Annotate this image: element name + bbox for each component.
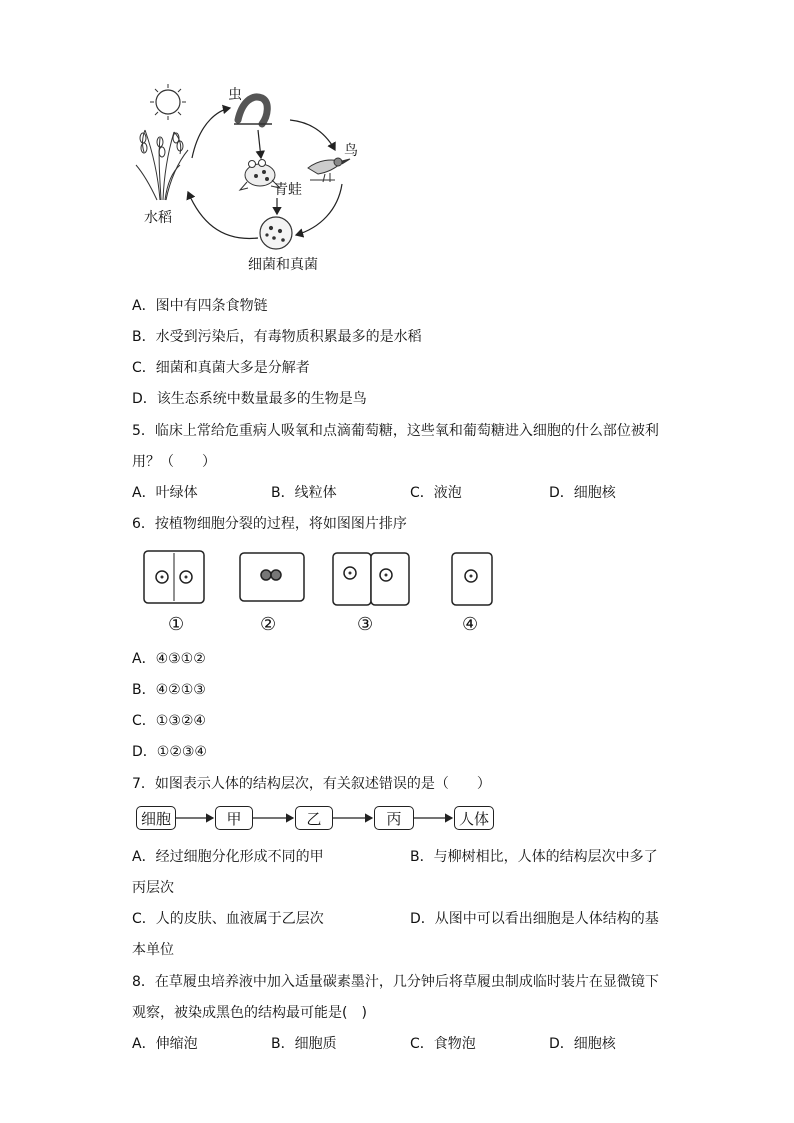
flow-box-yi: 乙 — [295, 806, 333, 830]
q6-option-b: B．④②①③ — [132, 682, 206, 698]
q6-option-d: D．①②③④ — [132, 744, 207, 760]
label-rice: 水稻 — [144, 210, 172, 226]
bird-icon — [308, 158, 350, 182]
q4-option-a: A．图中有四条食物链 — [132, 298, 268, 314]
q5-stem: 5．临床上常给危重病人吸氧和点滴葡萄糖，这些氧和葡萄糖进入细胞的什么部位被利 — [132, 423, 659, 439]
label-decomposer: 细菌和真菌 — [248, 257, 318, 273]
q7-option-b-cont: 丙层次 — [132, 880, 174, 896]
cell-label-3: ③ — [357, 614, 374, 635]
cell-label-2: ② — [260, 614, 277, 635]
q7-option-c: C．人的皮肤、血液属于乙层次 — [132, 911, 324, 927]
q5-option-a: A．叶绿体 — [132, 485, 198, 501]
flow-box-jia: 甲 — [215, 806, 253, 830]
cell-division-figure — [130, 545, 500, 611]
label-insect: 虫 — [228, 87, 242, 103]
q6-stem: 6．按植物细胞分裂的过程，将如图图片排序 — [132, 516, 407, 532]
q6-option-a: A．④③①② — [132, 651, 206, 667]
q5-option-b: B．线粒体 — [271, 485, 337, 501]
bacteria-fungi-icon — [260, 217, 292, 249]
q8-option-a: A．伸缩泡 — [132, 1036, 198, 1052]
q8-stem: 8．在草履虫培养液中加入适量碳素墨汁，几分钟后将草履虫制成临时装片在显微镜下 — [132, 974, 659, 990]
q6-option-c: C．①③②④ — [132, 713, 206, 729]
label-frog: 青蛙 — [274, 182, 302, 198]
cell-label-4: ④ — [462, 614, 479, 635]
rice-plant-icon — [136, 130, 188, 200]
q7-option-d: D．从图中可以看出细胞是人体结构的基 — [410, 911, 659, 927]
sun-icon — [150, 84, 186, 120]
q8-stem-cont: 观察，被染成黑色的结构最可能是( ) — [132, 1005, 367, 1021]
q7-option-d-cont: 本单位 — [132, 942, 174, 958]
q7-stem: 7．如图表示人体的结构层次，有关叙述错误的是（ ） — [132, 776, 491, 792]
q4-option-c: C．细菌和真菌大多是分解者 — [132, 360, 310, 376]
q4-option-b: B．水受到污染后，有毒物质积累最多的是水稻 — [132, 329, 422, 345]
flow-box-human-body: 人体 — [454, 806, 494, 830]
flow-box-cell: 细胞 — [136, 806, 176, 830]
q8-option-c: C．食物泡 — [410, 1036, 476, 1052]
label-bird: 鸟 — [344, 143, 358, 159]
food-web-drawing — [130, 80, 390, 280]
food-web-figure — [130, 80, 390, 280]
q7-option-b: B．与柳树相比，人体的结构层次中多了 — [410, 849, 658, 865]
q8-option-b: B．细胞质 — [271, 1036, 337, 1052]
q4-option-d: D．该生态系统中数量最多的生物是鸟 — [132, 391, 367, 407]
q5-stem-cont: 用？（ ） — [132, 454, 216, 470]
q5-option-c: C．液泡 — [410, 485, 462, 501]
flow-box-bing: 丙 — [374, 806, 414, 830]
q7-option-a: A．经过细胞分化形成不同的甲 — [132, 849, 324, 865]
cell-label-1: ① — [168, 614, 185, 635]
q8-option-d: D．细胞核 — [549, 1036, 616, 1052]
q5-option-d: D．细胞核 — [549, 485, 616, 501]
